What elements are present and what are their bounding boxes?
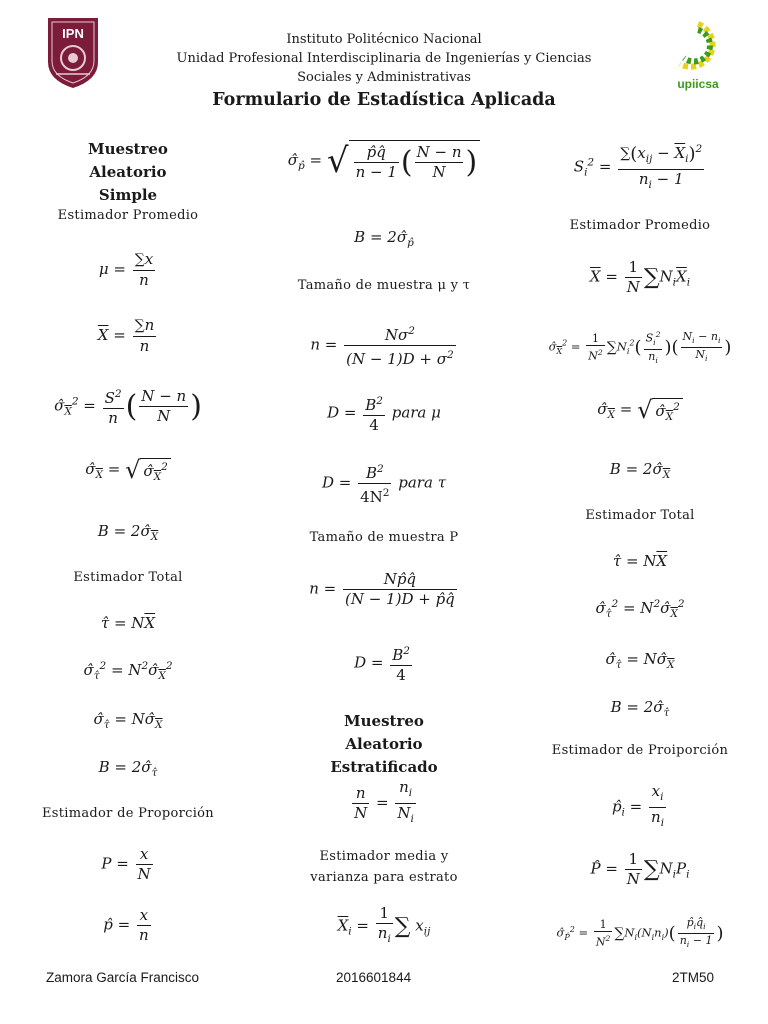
formula-P-strat: P̂ = $\frac{1}{N}$ $\sum N_iP_i$ bbox=[590, 850, 690, 888]
formula-variance-tau: $\sigmâ_{\taû}^2$ = $N^2\sigmâ_{\overline{X}}^2$ bbox=[83, 660, 173, 682]
formula-bound-xbar: $B = 2\sigmâ_{\overline{X}}$ bbox=[97, 522, 159, 543]
formula-xbar: $\overline{X}$ = $\frac{\sum n}{n}$ bbox=[97, 316, 155, 355]
formula-xbar-i: $\overline{X}_i$ = $\frac{1}{n_i}$ ∑ $x_{ij}$ bbox=[337, 904, 431, 945]
formula-sd-xbar: $\sigmâ_{\overline{X}}$ = √ $\sigmâ_{\overline{X}}^2$ bbox=[0, 456, 256, 484]
footer-group: 2TM50 bbox=[672, 970, 715, 985]
formula-bound-tau-strat: $B = 2\sigmâ_{\taû}$ bbox=[610, 698, 670, 719]
formula-n-mu-tau: n = $\frac{N\sigma^2}{(N - 1)D + \sigma^2}$ bbox=[256, 322, 512, 369]
formula-tau-strat: τ̂ = $N\overline{X}$ bbox=[612, 552, 668, 570]
formula-variance-xbar: $\sigmâ_{\overline{X}}^2$ = $\frac{S^2}{n}$ ( $\frac{N - n}{N}$ ) bbox=[54, 387, 202, 427]
formula-D-p: D = $\frac{B^2}{4}$ bbox=[256, 642, 512, 685]
label-sample-size-mu-tau: Tamaño de muestra μ y τ bbox=[297, 278, 471, 293]
formula-sd-p-hat: $\sigmâ_{p̂}$ = √ $\frac{p̂q̂}{n - 1}$ ( $\frac{N - n}{N}$ ) bbox=[256, 140, 512, 182]
formula-mu: μ = $\frac{\sum x}{n}$ bbox=[98, 250, 154, 289]
formula-D-tau: D = $\frac{B^2}{4N^2}$ para τ bbox=[256, 460, 512, 507]
label-estimator-mean: Estimador Promedio bbox=[569, 218, 711, 233]
formula-sd-tau: $\sigmâ_{\taû}$ = $N\sigmâ_{\overline{X}}$ bbox=[93, 710, 163, 731]
header-line-1: Instituto Politécnico Nacional bbox=[286, 32, 482, 47]
label-estimator-proportion: Estimador de Proiporción bbox=[551, 743, 729, 758]
section-simple-random-sampling bbox=[0, 138, 256, 207]
section-title: Muestreo Aleatorio Estratificado bbox=[330, 712, 438, 776]
formula-p-i: $p̂_i$ = $\frac{x_i}{n_i}$ bbox=[611, 782, 665, 829]
header-line-2: Unidad Profesional Interdisciplinaria de Ingenierías y Ciencias bbox=[176, 51, 592, 66]
footer-name: Zamora García Francisco bbox=[46, 970, 200, 985]
header bbox=[0, 30, 768, 87]
label-para-tau: para τ bbox=[398, 473, 446, 492]
formula-bound-tau: $B = 2\sigmâ_{\taû}$ bbox=[98, 758, 158, 779]
label-estimator-total: Estimador Total bbox=[585, 508, 695, 523]
footer-id: 2016601844 bbox=[336, 970, 412, 985]
formula-sd-tau-strat: $\sigmâ_{\taû}$ = $N\sigmâ_{\overline{X}}$ bbox=[605, 650, 675, 671]
formula-P: P = $\frac{x}{N}$ bbox=[101, 845, 151, 883]
label-estimator-proportion: Estimador de Proporción bbox=[42, 806, 214, 821]
formula-variance-xbar-strat: $\sigmâ_{\overline{X}}^2$ = $\frac{1}{N^2}$ $\sum N_i^2$( $\frac{S_i^2}{n_i}$ )( $\frac{N_i - n_i}{N_i}$ ) bbox=[548, 329, 732, 366]
formula-D-mu: D = $\frac{B^2}{4}$ para μ bbox=[256, 392, 512, 435]
label-estimator-total: Estimador Total bbox=[73, 570, 183, 585]
label-line-2: varianza para estrato bbox=[310, 870, 458, 885]
label-line-1: Estimador media y bbox=[319, 849, 449, 864]
section-stratified-sampling bbox=[256, 710, 512, 779]
label-para-mu: para μ bbox=[391, 403, 441, 422]
header-line-3: Sociales y Administrativas bbox=[297, 70, 471, 85]
formula-xbar-strat: $\overline{X}$ = $\frac{1}{N}$ $\sum N_i\overline{X}_i$ bbox=[589, 258, 691, 296]
formula-n-ratio: $\frac{n}{N}$ = $\frac{n_i}{N_i}$ bbox=[354, 778, 414, 825]
svg-text:IPN: IPN bbox=[62, 26, 84, 41]
formula-variance-tau-strat: $\sigmâ_{\taû}^2$ = $N^2\sigmâ_{\overline{X}}^2$ bbox=[595, 598, 685, 620]
formula-variance-p-strat: $\sigmâ_{P̂}^2$ = $\frac{1}{N^2}$ $\sum N_i(N_in_i)$( $\frac{p̂_iq̂_i}{n_i - 1}$ ) bbox=[556, 916, 724, 950]
formula-S-i-squared: $S_i^2$ = $\frac{\sum(x_{ij} - \overline{X}_i)^2}{n_i - 1}$ bbox=[512, 140, 768, 195]
label-sample-size-p: Tamaño de muestra P bbox=[309, 530, 459, 545]
formula-tau: τ̂ = $N\overline{X}$ bbox=[100, 614, 156, 632]
formula-sd-xbar-strat: $\sigmâ_{\overline{X}}$ = √ $\sigmâ_{\overline{X}}^2$ bbox=[512, 396, 768, 424]
section-title: Muestreo Aleatorio Simple bbox=[88, 140, 168, 204]
label-mean-variance-stratum bbox=[256, 846, 512, 888]
formula-bound-xbar-strat: $B = 2\sigmâ_{\overline{X}}$ bbox=[609, 460, 671, 481]
formula-bound-p-hat: $B = 2\sigmâ_{p̂}$ bbox=[354, 228, 414, 249]
svg-text:upiicsa: upiicsa bbox=[677, 77, 719, 91]
formula-p-hat: p̂ = $\frac{x}{n}$ bbox=[103, 906, 149, 944]
formula-n-p: n = $\frac{Np̂q̂}{(N - 1)D + p̂q̂}$ bbox=[309, 570, 455, 608]
page-title: Formulario de Estadística Aplicada bbox=[212, 90, 556, 110]
label-estimator-mean: Estimador Promedio bbox=[57, 208, 199, 223]
